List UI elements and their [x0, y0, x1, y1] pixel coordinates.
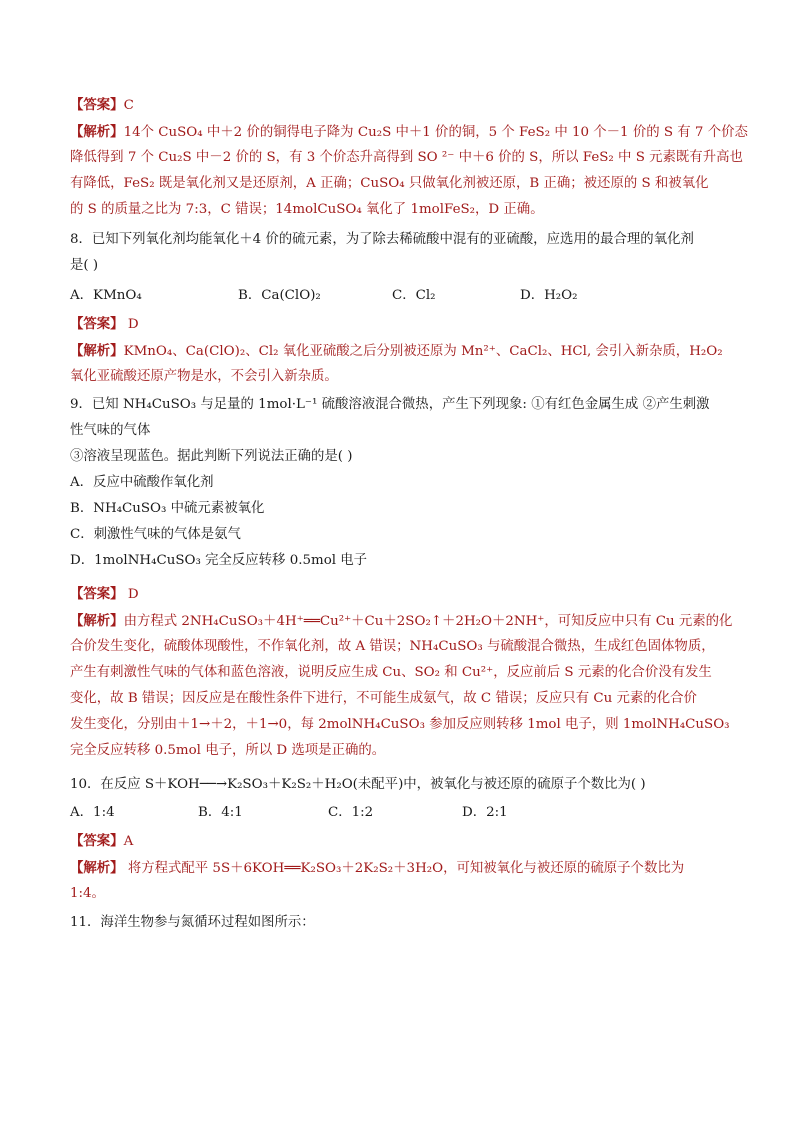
explanation-block: [70, 338, 730, 390]
option-item: A．KMnO₄: [70, 288, 142, 303]
text-line: 发生变化，分别由＋1→＋2，＋1→0，每 2molNH₄CuSO₃ 参加反应则转移 1mol 电子，则 1molNH₄CuSO₃: [70, 717, 730, 732]
text-line: 8．已知下列氧化剂均能氧化＋4 价的硫元素，为了除去稀硫酸中混有的亚硫酸，应选用的最合理的氧化剂: [70, 232, 694, 247]
text-line: 【解析】由方程式 2NH₄CuSO₃＋4H⁺══Cu²⁺＋Cu＋2SO₂↑＋2H₂O＋2NH⁺，可知反应中只有 Cu 元素的化: [70, 613, 733, 629]
question-block: [70, 392, 730, 574]
text-line: 产生有刺激性气味的气体和蓝色溶液，说明反应生成 Cu、SO₂ 和 Cu²⁺，反应前后 S 元素的化合价没有发生: [70, 665, 712, 680]
option-item: C．1:2: [328, 805, 374, 820]
text-line: 【答案】 D: [70, 586, 139, 602]
option-row: [70, 283, 730, 309]
option-row: [70, 800, 730, 826]
text-line: 1:4。: [70, 886, 105, 901]
text-line: 氧化亚硫酸还原产物是水，不会引入新杂质。: [70, 369, 338, 384]
text-line: 合价发生变化，硫酸体现酸性，不作氧化剂，故 A 错误；NH₄CuSO₃ 与硫酸混合微热，生成红色固体物质，: [70, 639, 715, 654]
answer-block: [70, 581, 730, 607]
text-line: C．刺激性气味的气体是氨气: [70, 527, 241, 542]
question-block: [70, 227, 730, 279]
text-line: 完全反应转移 0.5mol 电子，所以 D 选项是正确的。: [70, 743, 386, 758]
text-line: 是( ): [70, 258, 99, 273]
text-line: 【解析】KMnO₄、Ca(ClO)₂、Cl₂ 氧化亚硫酸之后分别被还原为 Mn²⁺、CaCl₂、HCl, 会引入新杂质，H₂O₂: [70, 343, 723, 359]
question-block: [70, 772, 730, 798]
text-line: 10．在反应 S＋KOH──→K₂SO₃＋K₂S₂＋H₂O(未配平)中，被氧化与被还原的硫原子个数比为( ): [70, 777, 646, 792]
explanation-block: [70, 119, 748, 223]
text-line: B．NH₄CuSO₃ 中硫元素被氧化: [70, 501, 265, 516]
text-line: D．1molNH₄CuSO₃ 完全反应转移 0.5mol 电子: [70, 553, 368, 568]
text-line: ③溶液呈现蓝色。据此判断下列说法正确的是( ): [70, 449, 353, 464]
answer-block: [70, 92, 730, 118]
explanation-block: [70, 855, 730, 907]
text-line: 变化，故 B 错误；因反应是在酸性条件下进行，不可能生成氨气，故 C 错误；反应只有 Cu 元素的化合价: [70, 691, 697, 706]
text-line: 性气味的气体: [70, 423, 151, 438]
text-line: A．反应中硫酸作氧化剂: [70, 475, 214, 490]
option-item: A．1:4: [70, 805, 115, 820]
text-line: 9．已知 NH₄CuSO₃ 与足量的 1mol·L⁻¹ 硫酸溶液混合微热，产生下列现象: ①有红色金属生成 ②产生刺激: [70, 397, 710, 412]
option-item: B．4:1: [198, 805, 243, 820]
text-line: 有降低，FeS₂ 既是氧化剂又是还原剂，A 正确；CuSO₄ 只做氧化剂被还原，B 正确；被还原的 S 和被氧化: [70, 176, 709, 191]
text-line: 的 S 的质量之比为 7:3，C 错误；14molCuSO₄ 氧化了 1molFeS₂，D 正确。: [70, 202, 544, 217]
option-item: D．2:1: [462, 805, 508, 820]
text-line: 11．海洋生物参与氮循环过程如图所示：: [70, 915, 315, 930]
text-line: 【解析】 将方程式配平 5S＋6KOH══K₂SO₃＋2K₂S₂＋3H₂O，可知被氧化与被还原的硫原子个数比为: [70, 860, 685, 876]
option-item: D．H₂O₂: [520, 288, 578, 303]
question-block: [70, 910, 730, 936]
explanation-block: [70, 608, 733, 764]
option-item: B．Ca(ClO)₂: [238, 288, 321, 303]
answer-block: [70, 311, 730, 337]
text-line: 【答案】 D: [70, 316, 139, 332]
text-line: 【答案】C: [70, 97, 134, 113]
text-line: 【答案】A: [70, 833, 134, 849]
option-item: C．Cl₂: [392, 288, 436, 303]
text-line: 【解析】14个 CuSO₄ 中＋2 价的铜得电子降为 Cu₂S 中＋1 价的铜，5 个 FeS₂ 中 10 个－1 价的 S 有 7 个价态: [70, 124, 748, 140]
answer-block: [70, 828, 730, 854]
text-line: 降低得到 7 个 Cu₂S 中－2 价的 S，有 3 个价态升高得到 SO ²⁻ 中＋6 价的 S，所以 FeS₂ 中 S 元素既有升高也: [70, 150, 743, 165]
